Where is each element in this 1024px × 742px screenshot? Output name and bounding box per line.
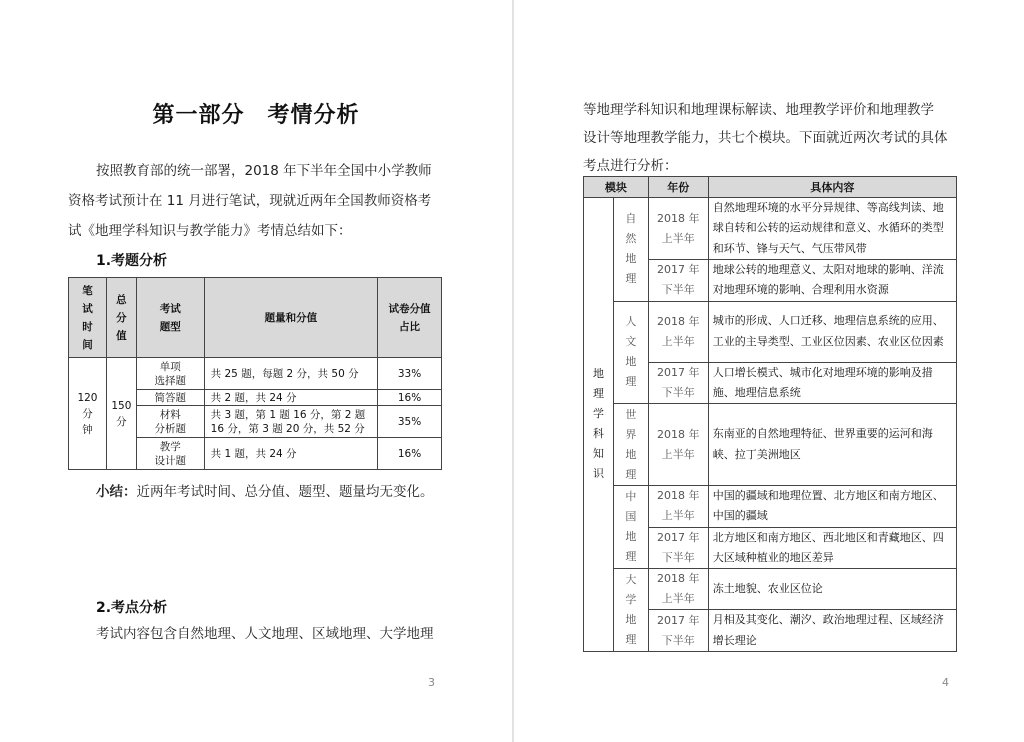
table-row (584, 301, 957, 362)
table-row (584, 198, 957, 260)
intro-line-3: 试《地理学科知识与教学能力》考情总结如下： (68, 223, 352, 239)
intro-line-1: 按照教育部的统一部署，2018 年下半年全国中小学教师 (96, 163, 432, 179)
content-cell: 人口增长模式、城市化对地理环境的影响及措施、地理信息系统 (708, 362, 956, 404)
section1-heading: 1.考题分析 (96, 253, 168, 269)
table-row (69, 358, 442, 390)
type-cell: 材料 分析题 (136, 406, 204, 438)
continuation-line-3: 考点进行分析： (583, 158, 678, 174)
year-cell: 2018 年 上半年 (648, 569, 708, 610)
year-cell: 2018 年 上半年 (648, 404, 708, 486)
year-cell: 2017 年 下半年 (648, 610, 708, 652)
exam-time-cell: 120 分 钟 (69, 358, 107, 470)
year-cell: 2018 年 上半年 (648, 198, 708, 260)
content-cell: 城市的形成、人口迁移、地理信息系统的应用、工业的主导类型、工业区位因素、农业区位因素 (708, 301, 956, 362)
exam-points-table (583, 176, 957, 652)
page-number: 3 (428, 676, 435, 689)
year-cell: 2017 年 下半年 (648, 527, 708, 569)
header-count-score: 题量和分值 (204, 278, 377, 358)
content-cell: 冻土地貌、农业区位论 (708, 569, 956, 610)
table-row (584, 569, 957, 610)
summary-label: 小结： (96, 484, 137, 500)
submodule-cell: 人 文 地 理 (613, 301, 648, 404)
section2-heading: 2.考点分析 (96, 600, 168, 616)
content-cell: 自然地理环境的水平分异规律、等高线判读、地球自转和公转的运动规律和意义、水循环的类型和环节、锋与天气、气压带风带 (708, 198, 956, 260)
content-cell: 东南亚的自然地理特征、世界重要的运河和海峡、拉丁美洲地区 (708, 404, 956, 486)
type-cell: 单项 选择题 (136, 358, 204, 390)
header-year: 年份 (648, 177, 708, 198)
detail-cell: 共 1 题，共 24 分 (204, 438, 377, 470)
page-number: 4 (942, 676, 949, 689)
ratio-cell: 33% (378, 358, 442, 390)
summary-text: 近两年考试时间、总分值、题型、题量均无变化。 (136, 484, 434, 500)
content-cell: 北方地区和南方地区、西北地区和青藏地区、四大区域种植业的地区差异 (708, 527, 956, 569)
header-total-score: 总 分 值 (106, 278, 136, 358)
header-module: 模块 (584, 177, 649, 198)
page-title: 第一部分 考情分析 (152, 103, 360, 128)
header-question-type: 考试 题型 (136, 278, 204, 358)
exam-analysis-table (68, 277, 442, 470)
summary (96, 477, 434, 507)
detail-cell: 共 3 题，第 1 题 16 分，第 2 题 16 分，第 3 题 20 分，共 52 分 (204, 406, 377, 438)
submodule-cell: 世 界 地 理 (613, 404, 648, 486)
module-cell: 地 理 学 科 知 识 (584, 198, 614, 652)
ratio-cell: 16% (378, 390, 442, 406)
table-row (584, 486, 957, 528)
submodule-cell: 自 然 地 理 (613, 198, 648, 302)
header-exam-time: 笔 试 时 间 (69, 278, 107, 358)
type-cell: 教学 设计题 (136, 438, 204, 470)
content-cell: 地球公转的地理意义、太阳对地球的影响、洋流对地理环境的影响、合理利用水资源 (708, 260, 956, 302)
content-cell: 月相及其变化、潮汐、政治地理过程、区域经济增长理论 (708, 610, 956, 652)
year-cell: 2017 年 下半年 (648, 362, 708, 404)
right-page (514, 0, 1024, 742)
submodule-cell: 大 学 地 理 (613, 569, 648, 652)
ratio-cell: 35% (378, 406, 442, 438)
year-cell: 2018 年 上半年 (648, 486, 708, 528)
content-cell: 中国的疆域和地理位置、北方地区和南方地区、中国的疆域 (708, 486, 956, 528)
ratio-cell: 16% (378, 438, 442, 470)
type-cell: 简答题 (136, 390, 204, 406)
table-row (584, 404, 957, 486)
submodule-cell: 中 国 地 理 (613, 486, 648, 569)
year-cell: 2018 年 上半年 (648, 301, 708, 362)
header-content: 具体内容 (708, 177, 956, 198)
detail-cell: 共 25 题，每题 2 分，共 50 分 (204, 358, 377, 390)
detail-cell: 共 2 题，共 24 分 (204, 390, 377, 406)
continuation-line-2: 设计等地理教学能力，共七个模块。下面就近两次考试的具体 (583, 130, 948, 146)
section2-line: 考试内容包含自然地理、人文地理、区域地理、大学地理 (96, 626, 434, 642)
year-cell: 2017 年 下半年 (648, 260, 708, 302)
header-ratio: 试卷分值 占比 (378, 278, 442, 358)
intro-line-2: 资格考试预计在 11 月进行笔试，现就近两年全国教师资格考 (68, 193, 432, 209)
total-score-cell: 150 分 (106, 358, 136, 470)
continuation-line-1: 等地理学科知识和地理课标解读、地理教学评价和地理教学 (583, 102, 934, 118)
